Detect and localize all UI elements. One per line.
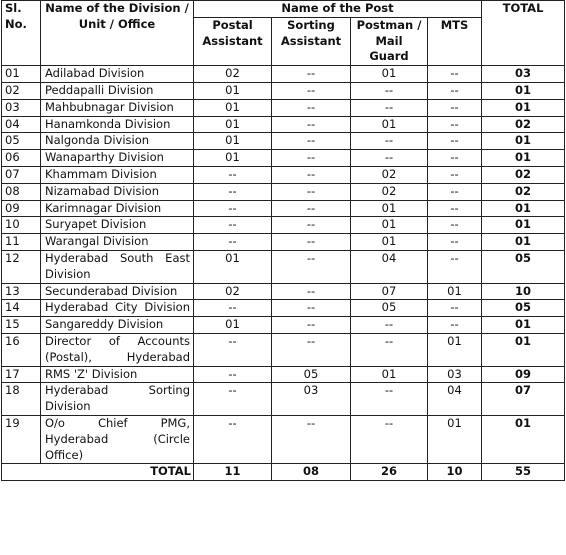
- row-postman: --: [351, 383, 428, 416]
- row-postman: 07: [351, 283, 428, 300]
- row-mts: --: [428, 200, 482, 217]
- row-postal-assistant: --: [194, 300, 272, 317]
- row-division-name-text: Director of Accounts (Postal), Hyderabad: [45, 333, 190, 364]
- row-sorting-assistant: 05: [272, 366, 351, 383]
- row-sorting-assistant: --: [272, 116, 351, 133]
- row-postman: 01: [351, 200, 428, 217]
- footer-grand-total: 55: [482, 464, 565, 481]
- row-mts: --: [428, 133, 482, 150]
- row-total: 01: [482, 82, 565, 99]
- row-postman: 05: [351, 300, 428, 317]
- row-postal-assistant: --: [194, 234, 272, 251]
- row-sorting-assistant: --: [272, 99, 351, 116]
- row-sl-no: 02: [2, 82, 41, 99]
- row-postal-assistant: --: [194, 183, 272, 200]
- row-postman: 02: [351, 166, 428, 183]
- table-body: [2, 66, 565, 464]
- row-postman: 01: [351, 366, 428, 383]
- row-sl-no: 18: [2, 383, 41, 416]
- row-sl-no: 03: [2, 99, 41, 116]
- row-sorting-assistant: --: [272, 234, 351, 251]
- row-sl-no: 10: [2, 217, 41, 234]
- row-mts: 04: [428, 383, 482, 416]
- row-postman: 01: [351, 116, 428, 133]
- header-mts: MTS: [428, 17, 482, 65]
- row-division-name-text: Hyderabad City Division: [45, 300, 190, 315]
- header-postal-assistant: Postal Assistant: [194, 17, 272, 65]
- row-postman: 04: [351, 250, 428, 283]
- header-postman-mail-guard: Postman / Mail Guard: [351, 17, 428, 65]
- row-division-name: [41, 383, 194, 416]
- row-sorting-assistant: --: [272, 333, 351, 366]
- header-total: TOTAL: [482, 1, 565, 66]
- row-postman: 02: [351, 183, 428, 200]
- row-division-name-text: Hyderabad South East Division: [45, 250, 190, 281]
- row-mts: --: [428, 82, 482, 99]
- header-division: Name of the Division / Unit / Office: [41, 1, 194, 66]
- row-division-name: Nizamabad Division: [41, 183, 194, 200]
- row-total: 03: [482, 66, 565, 83]
- row-sl-no: 15: [2, 317, 41, 334]
- row-sorting-assistant: --: [272, 166, 351, 183]
- row-postman: --: [351, 317, 428, 334]
- row-total: 07: [482, 383, 565, 416]
- row-sl-no: 01: [2, 66, 41, 83]
- footer-total-sorting-assistant: 08: [272, 464, 351, 481]
- table-row: [2, 66, 565, 83]
- row-total: 05: [482, 250, 565, 283]
- row-total: 01: [482, 217, 565, 234]
- row-total: 02: [482, 116, 565, 133]
- row-sl-no: 05: [2, 133, 41, 150]
- footer-total-postal-assistant: 11: [194, 464, 272, 481]
- row-postal-assistant: --: [194, 166, 272, 183]
- row-mts: --: [428, 183, 482, 200]
- row-mts: 01: [428, 283, 482, 300]
- row-postal-assistant: 01: [194, 150, 272, 167]
- row-postal-assistant: --: [194, 415, 272, 463]
- row-division-name: Khammam Division: [41, 166, 194, 183]
- row-sorting-assistant: --: [272, 283, 351, 300]
- row-total: 10: [482, 283, 565, 300]
- row-division-name: Peddapalli Division: [41, 82, 194, 99]
- table-row: [2, 99, 565, 116]
- table-row: [2, 166, 565, 183]
- footer-total-mts: 10: [428, 464, 482, 481]
- table-row: [2, 366, 565, 383]
- row-division-name-text: Hyderabad Sorting Division: [45, 383, 190, 414]
- row-sorting-assistant: --: [272, 150, 351, 167]
- table-row: [2, 300, 565, 317]
- row-division-name: Karimnagar Division: [41, 200, 194, 217]
- row-sl-no: 12: [2, 250, 41, 283]
- row-division-name: Sangareddy Division: [41, 317, 194, 334]
- row-mts: --: [428, 317, 482, 334]
- row-division-name: Suryapet Division: [41, 217, 194, 234]
- row-mts: --: [428, 99, 482, 116]
- row-postal-assistant: 01: [194, 82, 272, 99]
- row-postman: 01: [351, 217, 428, 234]
- table-row: [2, 250, 565, 283]
- row-sorting-assistant: 03: [272, 383, 351, 416]
- row-total: 01: [482, 133, 565, 150]
- row-mts: --: [428, 166, 482, 183]
- row-division-name: Nalgonda Division: [41, 133, 194, 150]
- row-postal-assistant: 01: [194, 99, 272, 116]
- row-total: 01: [482, 234, 565, 251]
- row-total: 01: [482, 200, 565, 217]
- row-total: 01: [482, 333, 565, 366]
- row-sl-no: 11: [2, 234, 41, 251]
- row-total: 09: [482, 366, 565, 383]
- row-postman: --: [351, 133, 428, 150]
- row-postman: --: [351, 150, 428, 167]
- row-division-name: RMS 'Z' Division: [41, 366, 194, 383]
- row-division-name-text: O/o Chief PMG, Hyderabad (Circle Office): [45, 415, 190, 462]
- row-sorting-assistant: --: [272, 66, 351, 83]
- table-row: [2, 333, 565, 366]
- row-division-name: Hanamkonda Division: [41, 116, 194, 133]
- row-sl-no: 19: [2, 415, 41, 463]
- row-postal-assistant: --: [194, 366, 272, 383]
- row-sl-no: 07: [2, 166, 41, 183]
- vacancy-table-container: [1, 0, 565, 481]
- total-row: [2, 464, 565, 481]
- row-total: 05: [482, 300, 565, 317]
- row-division-name: Secunderabad Division: [41, 283, 194, 300]
- row-sl-no: 16: [2, 333, 41, 366]
- row-division-name: [41, 300, 194, 317]
- row-division-name: Wanaparthy Division: [41, 150, 194, 167]
- row-division-name: [41, 415, 194, 463]
- row-postal-assistant: 01: [194, 317, 272, 334]
- table-row: [2, 133, 565, 150]
- row-postman: --: [351, 99, 428, 116]
- footer-total-label: TOTAL: [2, 464, 194, 481]
- table-row: [2, 317, 565, 334]
- row-mts: --: [428, 116, 482, 133]
- row-postman: --: [351, 333, 428, 366]
- table-row: [2, 234, 565, 251]
- table-row: [2, 217, 565, 234]
- row-sorting-assistant: --: [272, 183, 351, 200]
- row-postal-assistant: 01: [194, 116, 272, 133]
- table-row: [2, 415, 565, 463]
- table-row: [2, 283, 565, 300]
- row-division-name: [41, 250, 194, 283]
- row-sl-no: 06: [2, 150, 41, 167]
- row-sorting-assistant: --: [272, 250, 351, 283]
- row-mts: --: [428, 250, 482, 283]
- row-postal-assistant: 02: [194, 283, 272, 300]
- row-sl-no: 08: [2, 183, 41, 200]
- row-postal-assistant: --: [194, 217, 272, 234]
- row-sl-no: 09: [2, 200, 41, 217]
- row-total: 01: [482, 150, 565, 167]
- row-postman: --: [351, 415, 428, 463]
- row-sorting-assistant: --: [272, 82, 351, 99]
- row-mts: 01: [428, 333, 482, 366]
- row-mts: --: [428, 66, 482, 83]
- row-division-name: Mahbubnagar Division: [41, 99, 194, 116]
- row-mts: --: [428, 300, 482, 317]
- row-sorting-assistant: --: [272, 133, 351, 150]
- table-row: [2, 150, 565, 167]
- row-sl-no: 13: [2, 283, 41, 300]
- header-sl-no: Sl. No.: [2, 1, 41, 66]
- footer-total-postman: 26: [351, 464, 428, 481]
- row-total: 01: [482, 415, 565, 463]
- row-postman: 01: [351, 234, 428, 251]
- row-total: 02: [482, 183, 565, 200]
- row-postal-assistant: --: [194, 333, 272, 366]
- row-postal-assistant: --: [194, 383, 272, 416]
- header-name-of-post: Name of the Post: [194, 1, 482, 18]
- row-postal-assistant: 01: [194, 133, 272, 150]
- row-postman: 01: [351, 66, 428, 83]
- row-total: 01: [482, 317, 565, 334]
- row-division-name: [41, 333, 194, 366]
- row-sorting-assistant: --: [272, 200, 351, 217]
- row-total: 01: [482, 99, 565, 116]
- row-sl-no: 14: [2, 300, 41, 317]
- row-sl-no: 04: [2, 116, 41, 133]
- row-postal-assistant: 02: [194, 66, 272, 83]
- row-mts: --: [428, 217, 482, 234]
- row-postal-assistant: 01: [194, 250, 272, 283]
- table-row: [2, 82, 565, 99]
- row-mts: 01: [428, 415, 482, 463]
- table-row: [2, 200, 565, 217]
- row-sorting-assistant: --: [272, 217, 351, 234]
- row-sorting-assistant: --: [272, 317, 351, 334]
- table-row: [2, 383, 565, 416]
- row-sorting-assistant: --: [272, 300, 351, 317]
- row-sorting-assistant: --: [272, 415, 351, 463]
- row-total: 02: [482, 166, 565, 183]
- row-division-name: Adilabad Division: [41, 66, 194, 83]
- vacancy-table: [1, 0, 565, 481]
- row-sl-no: 17: [2, 366, 41, 383]
- table-row: [2, 183, 565, 200]
- row-postal-assistant: --: [194, 200, 272, 217]
- header-sorting-assistant: Sorting Assistant: [272, 17, 351, 65]
- row-mts: --: [428, 234, 482, 251]
- row-mts: 03: [428, 366, 482, 383]
- row-postman: --: [351, 82, 428, 99]
- table-row: [2, 116, 565, 133]
- row-mts: --: [428, 150, 482, 167]
- row-division-name: Warangal Division: [41, 234, 194, 251]
